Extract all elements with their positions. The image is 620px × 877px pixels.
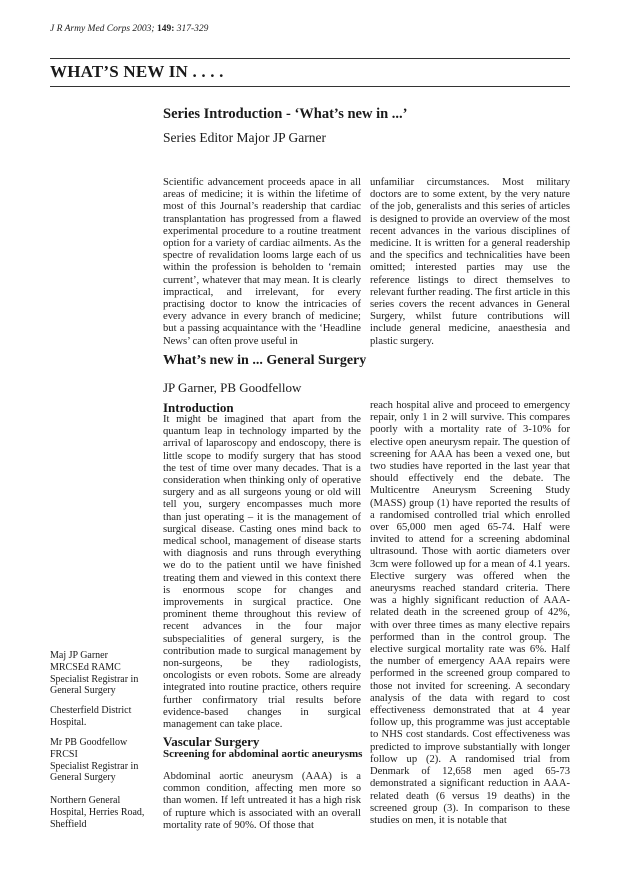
aaa-screening-text: reach hospital alive and proceed to emergency repair, only 1 in 2 will survive. This compares poorly with a mortality rate of 3-10% for elective open aneurysm repair. The question of screening for AAA has been a vexed one, but two studies have reported in the last year that should effectively end the debate. The Multicentre Aneurysm Screening Study (MASS) group (1) have reported the results of a randomised controlled trial which enrolled over 65,000 men aged 65-74. Half were invited to attend for a screening abdominal ultrasound. Those with aortic diameters over 3cm were followed up for a mean of 4.1 years. Elective surgery was offered when the aneurysms reached standard criteria. There was a highly significant reduction of AAA-related death in the screened group of 42%, with over three times as many elective repairs performed than in the control group. The elective surgical mortality rate was 6%. Half the number of emergency AAA repairs were performed in the screened group compared to those not invited for screening. A secondary analysis of the data with regard to cost effectiveness demonstrated that at 4 year follow up, this programme was just acceptable to NHS cost standards. Cost effectiveness was predicted to improve substantially with longer follow up (2). A randomised trial from Denmark of 12,658 men aged 65-73 demonstrated a significant reduction in AAA-related death (6 versus 19 deaths) in the screened group (3). In comparison to these studies on men, it is notable that <box>370 400 570 826</box>
affiliation-line: Hospital. <box>50 716 87 728</box>
affiliation-line: Specialist Registrar in <box>50 673 139 685</box>
aaa-screening-heading: Screening for abdominal aortic aneurysms <box>163 748 363 760</box>
affiliation-line: Mr PB Goodfellow <box>50 737 128 748</box>
affiliation-garner <box>50 650 155 697</box>
heading-rule <box>50 86 570 87</box>
affiliation-line: Northern General <box>50 795 121 806</box>
journal-year: 2003; <box>132 24 155 34</box>
affiliation-line: Maj JP Garner <box>50 650 108 661</box>
introduction-text: It might be imagined that apart from the quantum leap in technology imparted by the arrival of laparoscopy and endoscopy, there is little scope to modify surgery that has stood the test of time over many decades. That is a consideration when thinking only of operative surgery and as all surgeons young or old will tell you, surgery encompasses much more than just operating – it is the management of surgical disease. Casting ones mind back to medical school, management of disease starts with diagnosis and runs through everything we do to the patient until we have finished treating them and viewed in this context there is enormous scope for changes and improvements in surgical practice. One prominent theme throughout this review of recent advances in the four major subspecialities of general surgery, is the contribution made to surgical management by non-surgeons, be they radiologists, oncologists or even robots. Some are already integrated into routine practice, others require further confirmatory trial results before evidence-based changes in surgical management can take place. <box>163 414 361 731</box>
affiliation-line: Sheffield <box>50 818 87 830</box>
affiliation-line: FRCSI <box>50 748 78 760</box>
article-title: What’s new in ... General Surgery <box>163 353 367 368</box>
article-authors: JP Garner, PB Goodfellow <box>163 380 302 395</box>
series-intro-right: unfamiliar circumstances. Most military doctors are to some extent, by the very nature of the job, generalists and this series of articles is designed to provide an overview of the most recent advances in the various disciplines of medicine. It is written for a general readership and the specifics and technicalities have been omitted; interested parties may use the reference listings to direct themselves to relevant further reading. The first article in this series covers the recent advances in General Surgery, whilst future contributions will include general medicine, anaesthesia and plastic surgery. <box>370 177 570 347</box>
affiliation-chesterfield <box>50 705 155 729</box>
aaa-text: Abdominal aortic aneurysm (AAA) is a common condition, affecting men more so than women. If left untreated it has a high risk of rupture which is associated with an overall mortality rate of 90%. Of those that <box>163 771 361 831</box>
affiliation-line: General Surgery <box>50 772 116 784</box>
affiliation-goodfellow <box>50 737 155 784</box>
section-heading: WHAT’S NEW IN . . . . <box>50 62 224 81</box>
journal-volume: 149: <box>156 24 175 34</box>
introduction-heading: Introduction <box>163 400 234 415</box>
vascular-surgery-heading: Vascular Surgery <box>163 734 260 749</box>
series-editor: Series Editor Major JP Garner <box>163 130 326 145</box>
affiliation-line: Hospital, Herries Road, <box>50 806 145 818</box>
affiliation-line: General Surgery <box>50 685 116 697</box>
affiliation-line: Specialist Registrar in <box>50 760 139 772</box>
affiliation-line: Chesterfield District <box>50 705 132 716</box>
top-rule <box>50 58 570 59</box>
affiliation-line: MRCSEd RAMC <box>50 661 121 673</box>
affiliation-northern-general <box>50 795 155 830</box>
series-title: Series Introduction - ‘What’s new in ...’ <box>163 106 408 122</box>
journal-abbrev: J R Army Med Corps <box>50 24 131 34</box>
journal-pages: 317-329 <box>176 24 209 34</box>
journal-reference <box>50 24 208 34</box>
series-intro-left: Scientific advancement proceeds apace in all areas of medicine; it is within the lifetime of most of this Journal’s readership that cardiac transplantation has progressed from a flawed experimental procedure to a routine treatment option for a variety of cardiac ailments. As the spectre of revalidation looms large each of us within the profession is beholden to ‘remain current’, whatever that may mean. It is clearly impractical, and irrelevant, for every practising doctor to know the intricacies of every advance in every branch of medicine; but a passing acquaintance with the ‘Headline News’ can often prove useful in <box>163 177 361 347</box>
